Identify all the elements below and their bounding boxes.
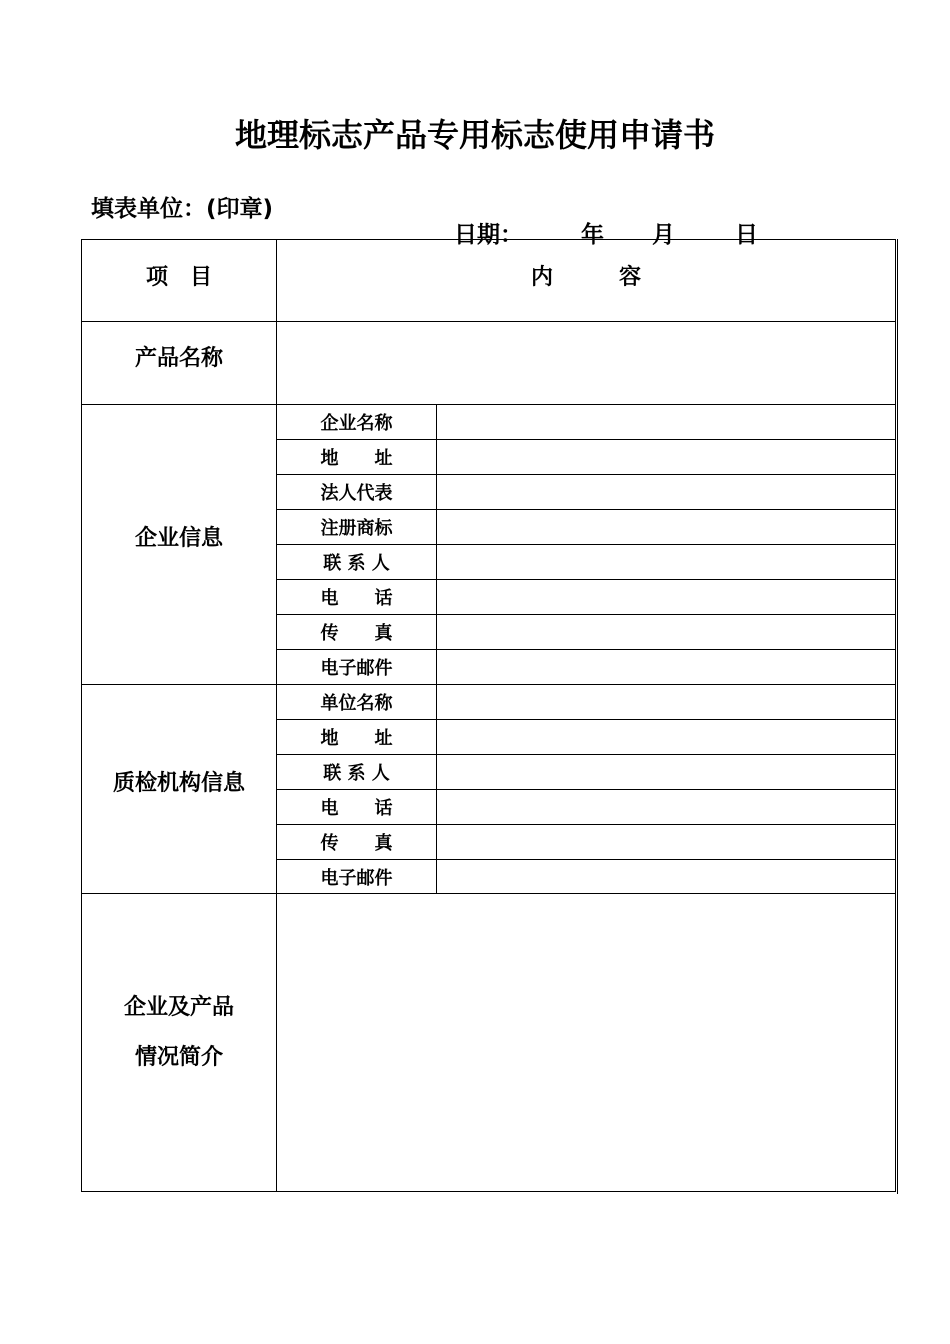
table-outer-edge <box>897 239 898 1194</box>
field-enterprise-fax: 传 真 <box>320 622 393 644</box>
filling-unit-label: 填表单位：(印章) <box>91 196 274 222</box>
intro-label <box>82 983 276 1083</box>
field-enterprise-address: 地 址 <box>320 447 393 469</box>
year-label: 年 <box>581 222 605 248</box>
application-form <box>81 239 896 1192</box>
intro-label-line1: 企业及产品 <box>123 995 234 1020</box>
row-separator <box>82 404 895 405</box>
intro-value[interactable] <box>278 894 895 1191</box>
product-name-value[interactable] <box>278 322 895 404</box>
date-label: 日期： <box>454 222 524 248</box>
field-inspection-contact: 联 系 人 <box>323 762 390 784</box>
field-registered-trademark: 注册商标 <box>320 517 393 539</box>
column-header-content: 内 容 <box>530 265 641 290</box>
column-header-item: 项 目 <box>145 265 212 290</box>
field-inspection-fax: 传 真 <box>320 832 393 854</box>
page-title: 地理标志产品专用标志使用申请书 <box>234 116 715 154</box>
field-inspection-phone: 电 话 <box>320 797 393 819</box>
field-inspection-email: 电子邮件 <box>320 867 393 889</box>
inspection-info-label: 质检机构信息 <box>112 771 245 796</box>
month-label: 月 <box>652 222 676 248</box>
row-separator <box>82 684 895 685</box>
product-name-label: 产品名称 <box>134 346 223 371</box>
enterprise-info-label: 企业信息 <box>134 526 223 551</box>
field-legal-representative: 法人代表 <box>320 482 393 504</box>
field-enterprise-email: 电子邮件 <box>320 657 393 679</box>
field-enterprise-name: 企业名称 <box>320 412 393 434</box>
field-enterprise-phone: 电 话 <box>320 587 393 609</box>
field-enterprise-contact: 联 系 人 <box>323 552 390 574</box>
field-inspection-unit-name: 单位名称 <box>320 692 393 714</box>
intro-label-line2: 情况简介 <box>134 1045 223 1070</box>
day-label: 日 <box>735 222 759 248</box>
field-inspection-address: 地 址 <box>320 727 393 749</box>
